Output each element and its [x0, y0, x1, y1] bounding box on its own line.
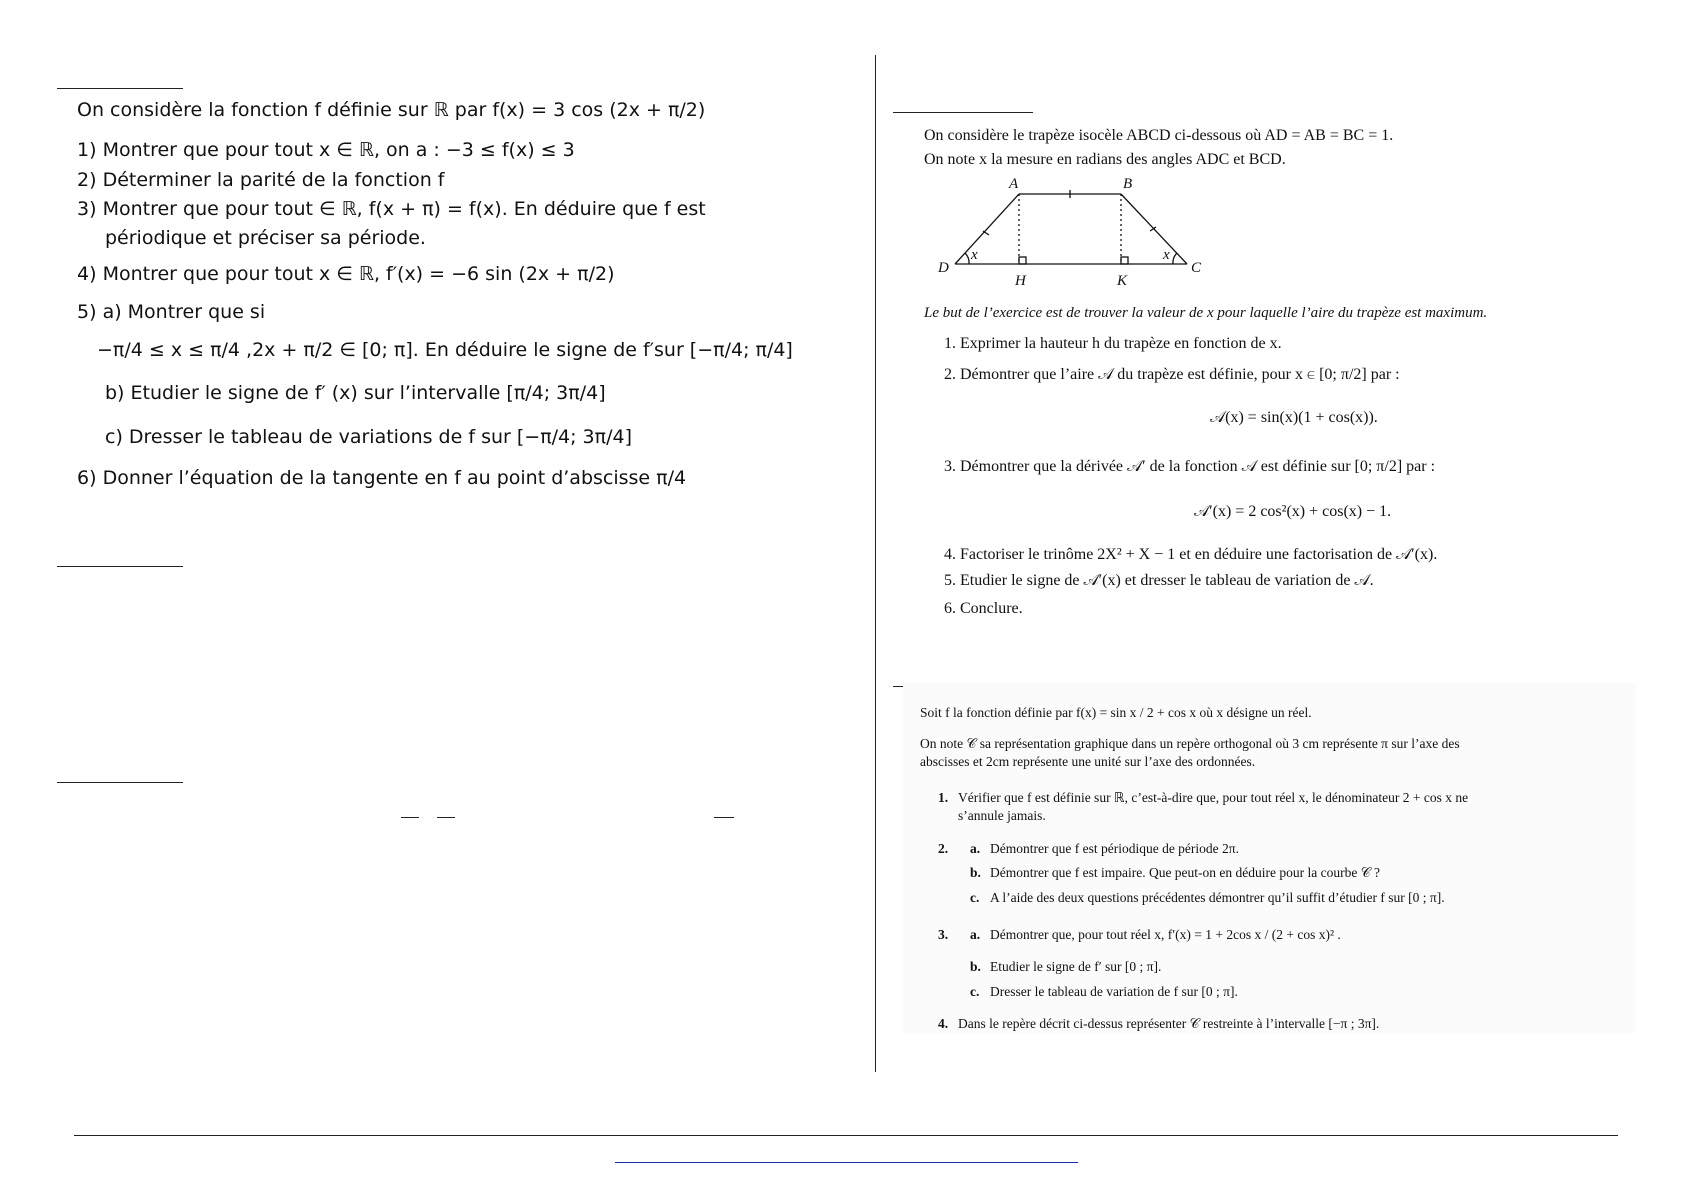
- label-C: C: [1191, 260, 1202, 276]
- r3-q1-line1: Vérifier que f est définie sur ℝ, c’est-à-dire que, pour tout réel x, le dénominateur 2 + cos x ne: [958, 790, 1469, 805]
- mid-formula-derivative: 𝒜′(x) = 2 cos²(x) + cos(x) − 1.: [1194, 503, 1392, 520]
- r3-q3c: Dresser le tableau de variation de f sur [0 ; π].: [990, 984, 1238, 999]
- left-item-5b: b) Etudier le signe de f′ (x) sur l’intervalle [π/4; 3π/4]: [105, 382, 606, 404]
- label-D: D: [938, 260, 949, 276]
- r3-n2: 2.: [938, 841, 949, 856]
- section-rule-mid-1: [893, 112, 1033, 113]
- r3-3b-label: b.: [970, 959, 981, 974]
- left-intro: On considère la fonction f définie sur ℝ par f(x) = 3 cos (2x + π/2): [77, 99, 706, 121]
- label-x-right: x: [1163, 247, 1170, 263]
- left-item-2: 2) Déterminer la parité de la fonction f: [77, 169, 445, 191]
- footer-link-underline[interactable]: [615, 1162, 1078, 1163]
- angle-arc-C: [1173, 253, 1177, 264]
- right-angle-K: [1121, 257, 1128, 264]
- label-x-left: x: [971, 247, 978, 263]
- r3-q4: Dans le repère décrit ci-dessus représenter 𝒞 restreinte à l’intervalle [−π ; 3π].: [958, 1016, 1380, 1031]
- dash-mark: [714, 817, 734, 818]
- r3-2c-label: c.: [970, 890, 980, 905]
- r3-n4: 4.: [938, 1016, 949, 1031]
- mid-item-2: 2. Démontrer que l’aire 𝒜 du trapèze est définie, pour x ∈ [0; π/2] par :: [944, 366, 1400, 383]
- r3-q3b: Etudier le signe de f′ sur [0 ; π].: [990, 959, 1162, 974]
- mid-formula-area: 𝒜(x) = sin(x)(1 + cos(x)).: [1210, 409, 1378, 426]
- dash-mark: [401, 817, 419, 818]
- label-K: K: [1117, 273, 1128, 289]
- mid-item-3: 3. Démontrer que la dérivée 𝒜′ de la fonction 𝒜 est définie sur [0; π/2] par :: [944, 458, 1436, 475]
- r3-q2b: Démontrer que f est impaire. Que peut-on en déduire pour la courbe 𝒞 ?: [990, 865, 1380, 880]
- r3-intro-2: On note 𝒞 sa représentation graphique dans un repère orthogonal où 3 cm représente π sur l’axe des: [920, 736, 1460, 751]
- left-item-5c: c) Dresser le tableau de variations de f sur [−π/4; 3π/4]: [105, 426, 632, 448]
- r3-intro-1: Soit f la fonction définie par f(x) = sin x / 2 + cos x où x désigne un réel.: [920, 705, 1312, 720]
- r3-3c-label: c.: [970, 984, 980, 999]
- mid-item-1: 1. Exprimer la hauteur h du trapèze en fonction de x.: [944, 335, 1282, 352]
- section-rule-left-2: [57, 566, 183, 567]
- left-item-5: 5) a) Montrer que si: [77, 301, 266, 323]
- mid-goal: Le but de l’exercice est de trouver la valeur de x pour laquelle l’aire du trapèze est maximum.: [924, 305, 1488, 321]
- label-B: B: [1123, 176, 1133, 192]
- r3-n3: 3.: [938, 927, 949, 942]
- r3-q3a: Démontrer que, pour tout réel x, f′(x) = 1 + 2cos x / (2 + cos x)² .: [990, 927, 1341, 942]
- r3-2b-label: b.: [970, 865, 981, 880]
- r3-q2a: Démontrer que f est périodique de période 2π.: [990, 841, 1239, 856]
- section-rule-left-1: [57, 88, 183, 89]
- column-divider: [875, 55, 876, 1072]
- mid-item-6: 6. Conclure.: [944, 600, 1023, 617]
- r3-intro-3: abscisses et 2cm représente une unité sur l’axe des ordonnées.: [920, 754, 1256, 769]
- trapezoid-figure: [925, 174, 1215, 292]
- mid-intro-1: On considère le trapèze isocèle ABCD ci-dessous où AD = AB = BC = 1.: [924, 127, 1394, 144]
- dash-mark: [437, 817, 455, 818]
- mid-item-5: 5. Etudier le signe de 𝒜′(x) et dresser le tableau de variation de 𝒜.: [944, 572, 1374, 589]
- section-rule-left-3: [57, 782, 183, 783]
- label-H: H: [1015, 273, 1026, 289]
- right-angle-H: [1019, 257, 1026, 264]
- left-item-3-cont: périodique et préciser sa période.: [105, 227, 426, 249]
- r3-2a-label: a.: [970, 841, 981, 856]
- footer-rule: [74, 1135, 1618, 1136]
- left-item-4: 4) Montrer que pour tout x ∈ ℝ, f′(x) = −6 sin (2x + π/2): [77, 263, 615, 285]
- r3-q1-line2: s’annule jamais.: [958, 808, 1046, 823]
- angle-arc-D: [965, 253, 969, 264]
- mid-intro-2: On note x la mesure en radians des angles ADC et BCD.: [924, 151, 1286, 168]
- left-item-6: 6) Donner l’équation de la tangente en f au point d’abscisse π/4: [77, 467, 687, 489]
- mid-item-4: 4. Factoriser le trinôme 2X² + X − 1 et en déduire une factorisation de 𝒜′(x).: [944, 546, 1438, 563]
- r3-n1: 1.: [938, 790, 949, 805]
- left-item-5-cont: −π/4 ≤ x ≤ π/4 ,2x + π/2 ∈ [0; π]. En déduire le signe de f′sur [−π/4; π/4]: [97, 339, 793, 361]
- left-item-3: 3) Montrer que pour tout ∈ ℝ, f(x + π) = f(x). En déduire que f est: [77, 198, 706, 220]
- left-item-1: 1) Montrer que pour tout x ∈ ℝ, on a : −3 ≤ f(x) ≤ 3: [77, 139, 575, 161]
- r3-3a-label: a.: [970, 927, 981, 942]
- label-A: A: [1009, 176, 1019, 192]
- r3-q2c: A l’aide des deux questions précédentes démontrer qu’il suffit d’étudier f sur [0 ; π].: [990, 890, 1445, 905]
